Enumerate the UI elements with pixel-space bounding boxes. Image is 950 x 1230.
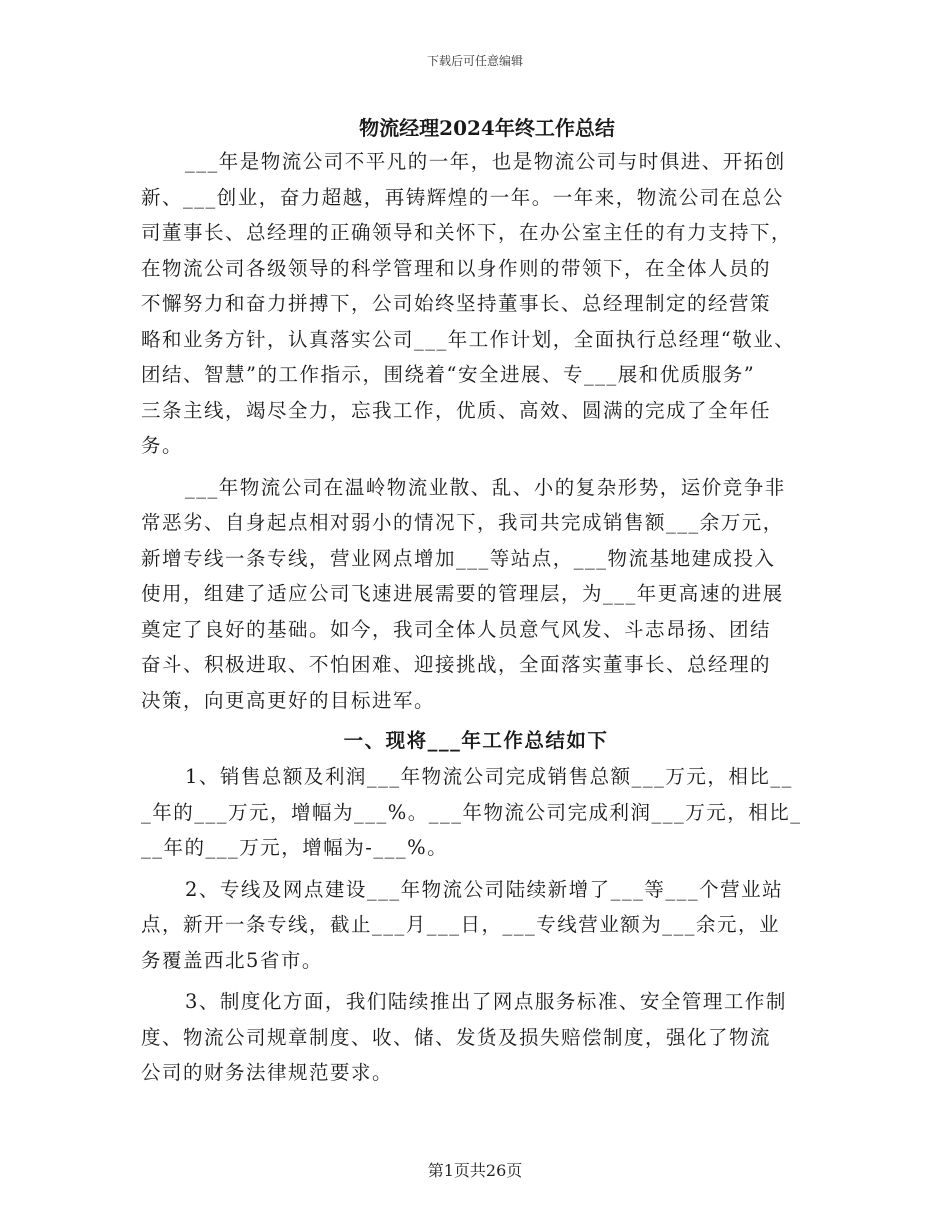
- paragraph-line: _年的___万元，增幅为___%。___年物流公司完成利润___万元，相比_: [141, 800, 802, 824]
- paragraph-line: 务。: [141, 434, 184, 457]
- paragraph-line: 务覆盖西北5省市。: [141, 948, 323, 972]
- paragraph-line: 团结、智慧”的工作指示，围绕着“安全进展、专___展和优质服务”: [141, 363, 756, 386]
- paragraph-line: 决策，向更高更好的目标进军。: [141, 688, 436, 712]
- page-number: 第1页共26页: [427, 1161, 523, 1180]
- paragraph-line: 度、物流公司规章制度、收、储、发货及损失赔偿制度，强化了物流: [141, 1025, 772, 1049]
- overview-paragraph: [141, 470, 811, 719]
- paragraph-line: 常恶劣、自身起点相对弱小的情况下，我司共完成销售额___余万元，: [141, 511, 784, 534]
- item-sales-profit: [141, 759, 811, 866]
- document-title-text: 物流经理2024年终工作总结: [359, 116, 615, 140]
- paragraph-line: 略和业务方针，认真落实公司___年工作计划，全面执行总经理“敬业、: [141, 327, 796, 351]
- paragraph-line: 奠定了良好的基础。如今，我司全体人员意气风发、斗志昂扬、团结: [141, 617, 772, 641]
- item-institutionalization: [141, 984, 811, 1091]
- paragraph-line: 2、专线及网点建设___年物流公司陆续新增了___等___个营业站: [185, 877, 784, 901]
- paragraph-line: 三条主线，竭尽全力，忘我工作，优质、高效、圆满的完成了全年任: [141, 398, 772, 422]
- paragraph-line: 新增专线一条专线，营业网点增加___等站点，___物流基地建成投入: [141, 546, 776, 570]
- intro-paragraph: [141, 144, 811, 464]
- document-title: [141, 112, 811, 144]
- section-heading: 一、现将___年工作总结如下: [343, 729, 609, 752]
- paragraph-line: 公司的财务法律规范要求。: [141, 1061, 394, 1084]
- paragraph-line: 1、销售总额及利润___年物流公司完成销售总额___万元，相比__: [185, 765, 793, 788]
- paragraph-line: __年的___万元，增幅为-___%。: [141, 836, 449, 859]
- paragraph-line: 奋斗、积极进取、不怕困难、迎接挑战，全面落实董事长、总经理的: [141, 653, 772, 676]
- document-body: [141, 112, 811, 1091]
- item-lines-network: [141, 872, 811, 979]
- paragraph-line: 新、___创业，奋力超越，再铸辉煌的一年。一年来，物流公司在总公: [141, 185, 784, 209]
- paragraph-line: 在物流公司各级领导的科学管理和以身作则的带领下，在全体人员的: [141, 256, 772, 280]
- page-header-note: 下载后可任意编辑: [426, 54, 523, 68]
- paragraph-line: 点，新开一条专线，截止___月___日，___专线营业额为___余元，业: [141, 913, 781, 936]
- paragraph-line: ___年是物流公司不平凡的一年，也是物流公司与时俱进、开拓创: [185, 150, 786, 173]
- paragraph-line: 使用，组建了适应公司飞速进展需要的管理层，为___年更高速的进展: [141, 582, 784, 605]
- paragraph-line: ___年物流公司在温岭物流业散、乱、小的复杂形势，运价竞争非: [185, 475, 786, 499]
- paragraph-line: 3、制度化方面，我们陆续推出了网点服务标准、安全管理工作制: [185, 990, 787, 1013]
- paragraph-line: 司董事长、总经理的正确领导和关怀下，在办公室主任的有力支持下，: [141, 221, 793, 244]
- paragraph-line: 不懈努力和奋力拼搏下，公司始终坚持董事长、总经理制定的经营策: [141, 292, 772, 315]
